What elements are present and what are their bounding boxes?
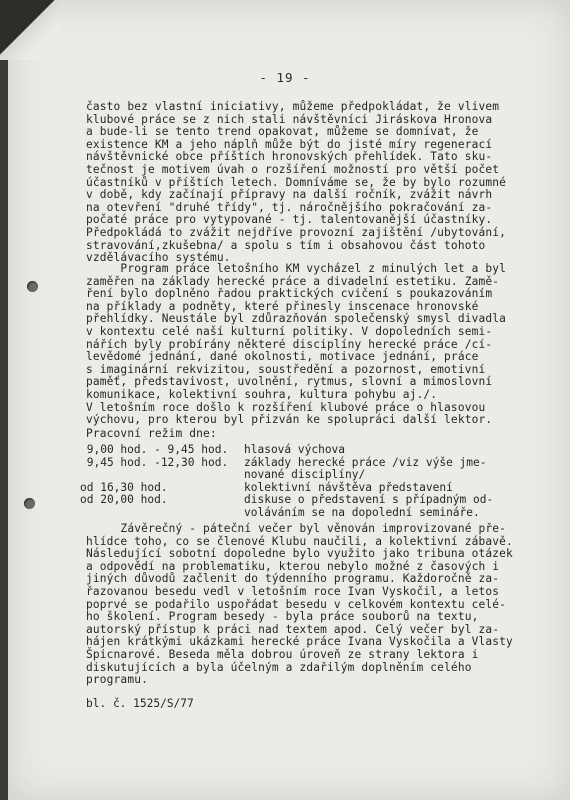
text-line: s imaginární rekvizitou, soustředění a pozornost, emotivní [86, 362, 486, 376]
text-line: hájen krátkými ukázkami herecké práce Ivana Vyskočila a Vlasty [86, 635, 513, 649]
schedule-time: od 16,30 hod. [80, 480, 168, 494]
text-line: Závěrečný - páteční večer byl věnován improvizované pře- [86, 522, 507, 535]
schedule-activity: hlasová výchova [244, 443, 346, 456]
text-line: a odpovědí na problematiku, kterou nebylo možné z časových i [86, 559, 500, 573]
text-line: výchovu, pro kterou byl přizván ke spolupráci další lektor. [86, 413, 493, 427]
schedule-time: od 20,00 hod. [80, 493, 168, 507]
text-line: na otevření "druhé třídy", tj. náročnějšího pokračování za- [86, 200, 493, 214]
text-line: v době, kdy začínají přípravy na další ročník, zvážit návrh [86, 188, 493, 202]
schedule-header: Pracovní režim dne: [86, 427, 217, 440]
punch-hole-bottom [24, 498, 35, 509]
text-line: existence KM a jeho náplň může být do jisté míry regenerací [86, 137, 493, 151]
schedule-time: 9,45 hod. -12,30 hod. [80, 455, 229, 469]
text-line: ho školení. Program besedy - byla práce souborů na textu, [86, 610, 479, 624]
text-line: vzdělávacího systému. [86, 251, 231, 265]
text-line: stravování,zkušebna/ a spolu s tím i obsahovou část tohoto [86, 238, 486, 252]
text-line: tečnost je motivem úvah o rozšíření možností pro větší počet [86, 162, 500, 176]
punch-hole-top [27, 281, 38, 292]
schedule-activity: nované disciplíny/ [244, 468, 366, 482]
text-line: v kontextu celé naší kulturní politiky. V dopoledních semi- [86, 324, 493, 338]
text-line: Program práce letošního KM vycházel z minulých let a byl [86, 262, 507, 275]
text-line: počaté práce pro vytypované - tj. talentovanější účastníky. [86, 213, 493, 227]
schedule-activity: základy herecké práce /viz výše jme- [244, 455, 487, 469]
text-line: hlídce toho, co se členové Klubu naučili, a kolektivní zábavě. [86, 534, 513, 548]
document-reference: bl. č. 1525/S/77 [86, 697, 194, 710]
schedule-activity: kolektivní návštěva představení [244, 480, 453, 494]
text-line: Následující sobotní dopoledne bylo využito jako tribuna otázek [86, 547, 513, 561]
text-line: a bude-li se tento trend opakovat, můžeme se domnívat, že [86, 125, 479, 139]
text-line: klubové práce se z nich stali návštěvníci Jiráskova Hronova [86, 112, 493, 126]
text-line: paměť, představivost, uvolnění, rytmus, slovní a mimoslovní [86, 375, 493, 389]
text-line: programu. [86, 673, 148, 687]
schedule-activity: voláváním se na dopolední semináře. [244, 505, 480, 519]
text-line: na příklady a podněty, které přinesly inscenace hronovské [86, 299, 479, 313]
text-line: řazovanou besedu vedl v letošním roce Ivan Vyskočil, a letos [86, 584, 500, 598]
text-line: levědomé jednání, dané okolnosti, motivace jednání, práce [86, 350, 479, 364]
schedule-activity: diskuse o představení s případným od- [244, 493, 494, 507]
text-line: návštěvnické obce příštích hronovských přehlídek. Tato sku- [86, 150, 493, 164]
text-line: poprvé se podařilo uspořádat besedu v celkovém kontextu celé- [86, 597, 507, 611]
paragraph-3 [86, 523, 526, 687]
text-line: účastníků v příštích letech. Domníváme se, že by bylo rozumné [86, 175, 507, 189]
text-line: Předpokládá to zvážit nejdříve provozní zajištění /ubytování, [86, 225, 507, 239]
page-curl [0, 0, 60, 60]
text-line: zaměřen na základy herecké práce a divadelní estetiku. Zamě- [86, 274, 500, 288]
text-line: přehlídky. Neustále byl zdůrazňován společenský smysl divadla [86, 312, 507, 326]
text-line: jiných důvodů začlenit do týdenního programu. Každoročně za- [86, 572, 500, 586]
text-line: komunikace, kolektivní souhra, kultura pohybu aj./. [86, 387, 438, 401]
text-line: V letošním roce došlo k rozšíření klubové práce o hlasovou [86, 400, 486, 414]
text-line: ření bylo doplněno řadou praktických cvičení s poukazováním [86, 287, 493, 301]
paragraph-2 [86, 263, 526, 427]
text-line: často bez vlastní iniciativy, můžeme předpokládat, že vlivem [86, 100, 500, 113]
text-line: nářích byly probírány některé disciplíny herecké práce /cí- [86, 337, 493, 351]
text-line: Špicnarové. Beseda měla dobrou úroveň ze strany lektora i [86, 647, 479, 661]
paragraph-1 [86, 101, 526, 265]
page-number: - 19 - [259, 70, 311, 85]
text-line: autorský přístup k práci nad textem apod. Celý večer byl za- [86, 622, 500, 636]
text-line: diskutujících a byla účelným a zdařilým doplněním celého [86, 660, 472, 674]
schedule-time: 9,00 hod. - 9,45 hod. [80, 443, 229, 456]
